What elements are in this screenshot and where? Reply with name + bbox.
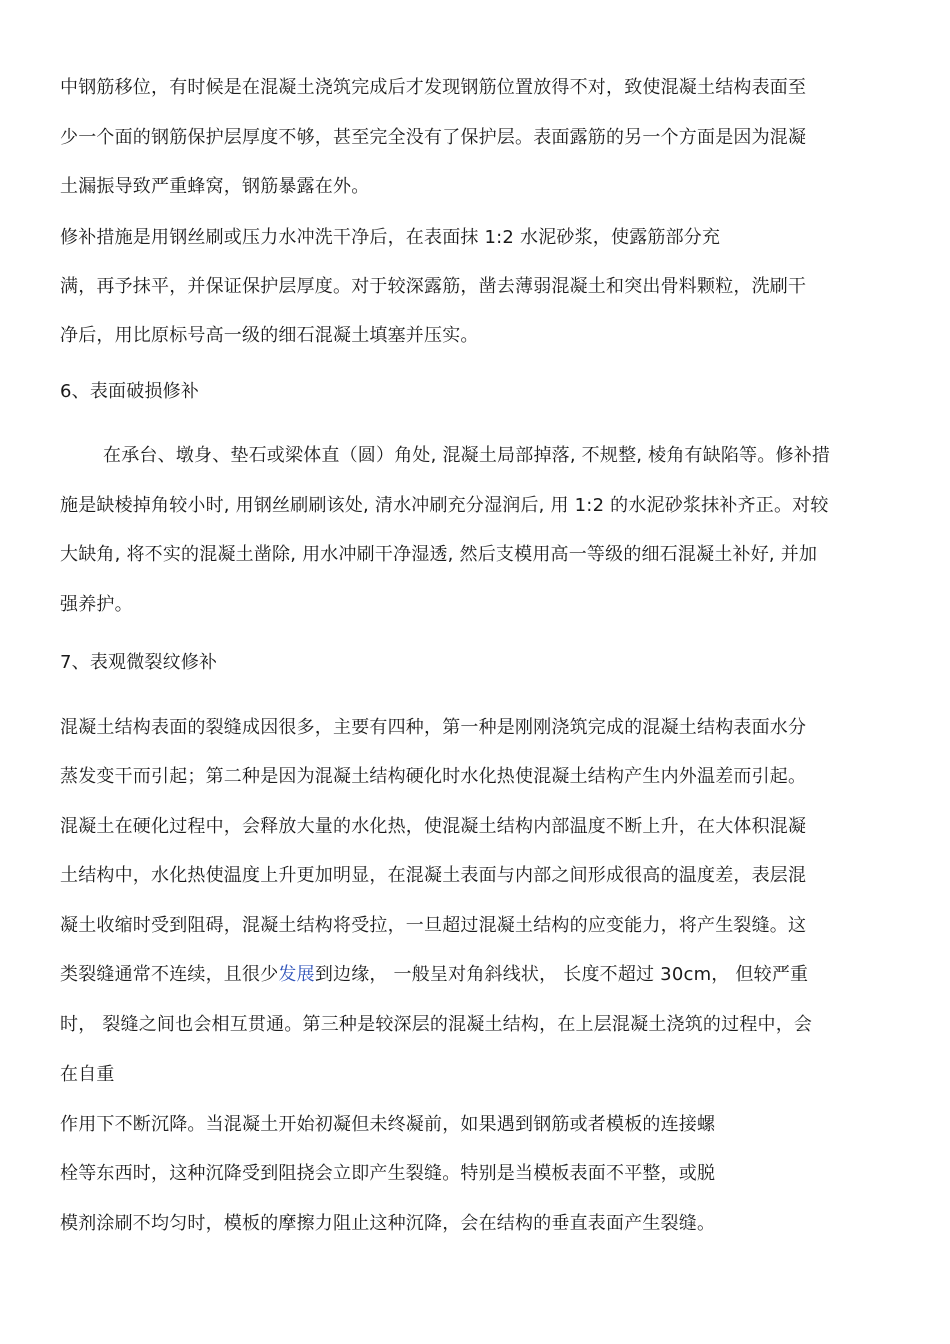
development-link[interactable]: 发展 xyxy=(278,964,315,985)
paragraph-line: 在自重 xyxy=(60,1064,115,1085)
paragraph-line: 混凝土在硬化过程中，会释放大量的水化热，使混凝土结构内部温度不断上升，在大体积混凝 xyxy=(60,816,807,837)
section-heading: 7、表观微裂纹修补 xyxy=(60,652,218,673)
paragraph-line: 少一个面的钢筋保护层厚度不够，甚至完全没有了保护层。表面露筋的另一个方面是因为混凝 xyxy=(60,127,807,148)
paragraph-line: 土漏振导致严重蜂窝，钢筋暴露在外。 xyxy=(60,176,370,197)
paragraph-line: 净后，用比原标号高一级的细石混凝土填塞并压实。 xyxy=(60,325,479,346)
paragraph-line: 模剂涂刷不均匀时，模板的摩擦力阻止这种沉降，会在结构的垂直表面产生裂缝。 xyxy=(60,1213,716,1234)
paragraph-line: 凝土收缩时受到阻碍，混凝土结构将受拉，一旦超过混凝土结构的应变能力，将产生裂缝。这 xyxy=(60,915,807,936)
paragraph-line: 土结构中，水化热使温度上升更加明显，在混凝土表面与内部之间形成很高的温度差，表层混 xyxy=(60,865,807,886)
paragraph-line: 在承台、墩身、垫石或梁体直（圆）角处, 混凝土局部掉落, 不规整, 棱角有缺陷等。修补措 xyxy=(103,445,831,466)
paragraph-line: 栓等东西时，这种沉降受到阻挠会立即产生裂缝。特别是当模板表面不平整，或脱 xyxy=(60,1163,716,1184)
text-segment: 类裂缝通常不连续，且很少 xyxy=(60,964,279,985)
paragraph-line: 大缺角, 将不实的混凝土凿除, 用水冲刷干净湿透, 然后支模用高一等级的细石混凝土补好, 并加 xyxy=(60,544,818,565)
paragraph-line: 蒸发变干而引起；第二种是因为混凝土结构硬化时水化热使混凝土结构产生内外温差而引起。 xyxy=(60,766,807,787)
text-segment: 到边缘， 一般呈对角斜线状， 长度不超过 30cm， 但较严重 xyxy=(314,964,809,985)
paragraph-line: 修补措施是用钢丝刷或压力水冲洗干净后，在表面抹 1:2 水泥砂浆，使露筋部分充 xyxy=(60,227,721,248)
paragraph-line: 作用下不断沉降。当混凝土开始初凝但未终凝前，如果遇到钢筋或者模板的连接螺 xyxy=(60,1114,716,1135)
paragraph-line: 满，再予抹平，并保证保护层厚度。对于较深露筋，凿去薄弱混凝土和突出骨料颗粒，洗刷干 xyxy=(60,276,807,297)
paragraph-line: 混凝土结构表面的裂缝成因很多，主要有四种，第一种是刚刚浇筑完成的混凝土结构表面水分 xyxy=(60,717,807,738)
paragraph-line-with-link xyxy=(60,962,808,988)
paragraph-line: 时， 裂缝之间也会相互贯通。第三种是较深层的混凝土结构，在上层混凝土浇筑的过程中，会 xyxy=(60,1014,813,1035)
section-heading: 6、表面破损修补 xyxy=(60,381,200,402)
paragraph-line: 中钢筋移位，有时候是在混凝土浇筑完成后才发现钢筋位置放得不对，致使混凝土结构表面至 xyxy=(60,77,807,98)
paragraph-line: 施是缺棱掉角较小时, 用钢丝刷刷该处, 清水冲刷充分湿润后, 用 1:2 的水泥砂浆抹补齐正。对较 xyxy=(60,495,829,516)
paragraph-line: 强养护。 xyxy=(60,594,133,615)
